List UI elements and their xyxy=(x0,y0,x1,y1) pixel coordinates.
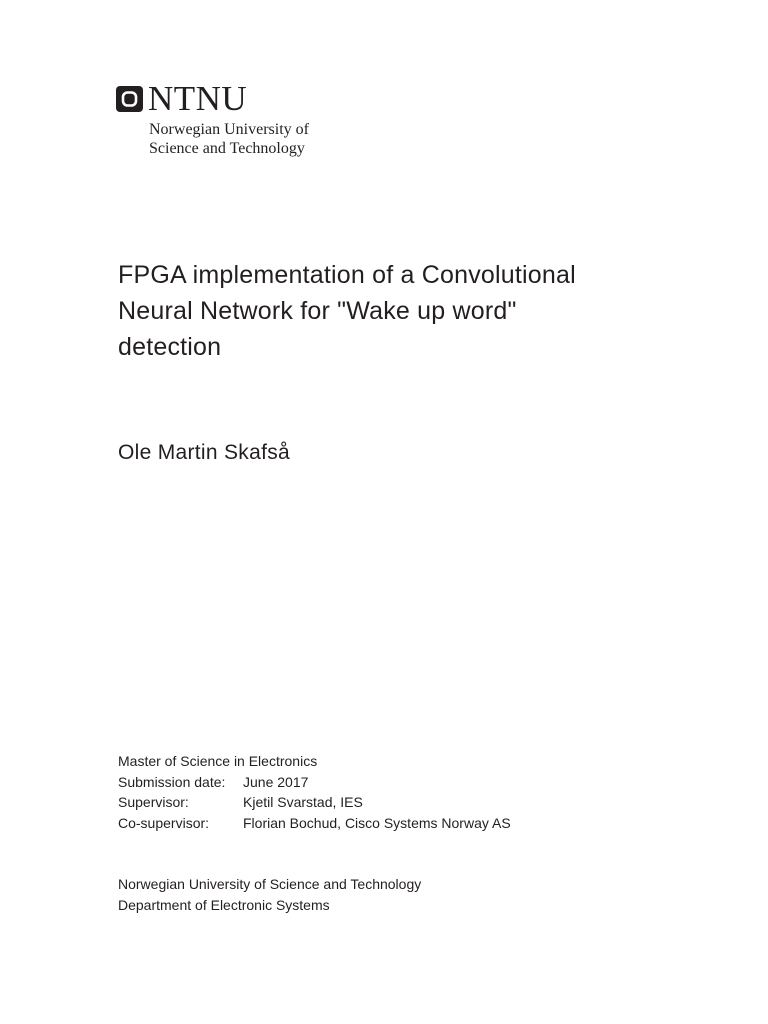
logo-subtitle-line-1: Norwegian University of xyxy=(149,121,309,138)
thesis-title xyxy=(118,257,678,365)
institution-block xyxy=(118,874,421,915)
supervisor-label: Supervisor: xyxy=(118,794,189,811)
ntnu-logo-mark-icon xyxy=(116,86,143,112)
logo-subtitle xyxy=(149,120,309,158)
department-name: Department of Electronic Systems xyxy=(118,896,330,913)
author-name: Ole Martin Skafså xyxy=(118,441,290,464)
thesis-metadata xyxy=(118,751,511,833)
co-supervisor-value: Florian Bochud, Cisco Systems Norway AS xyxy=(243,814,511,831)
ntnu-logo xyxy=(116,79,376,165)
thesis-title-line-1: FPGA implementation of a Convolutional xyxy=(118,261,576,289)
degree: Master of Science in Electronics xyxy=(118,753,318,769)
supervisor-value: Kjetil Svarstad, IES xyxy=(243,794,363,811)
submission-date-row xyxy=(118,772,511,793)
co-supervisor-label: Co-supervisor: xyxy=(118,814,210,831)
logo-subtitle-line-2: Science and Technology xyxy=(149,140,305,157)
supervisor-row xyxy=(118,792,511,813)
co-supervisor-row xyxy=(118,813,511,834)
thesis-title-line-3: detection xyxy=(118,333,222,361)
submission-date-label: Submission date: xyxy=(118,773,226,790)
submission-date-value: June 2017 xyxy=(243,773,309,790)
logo-name: NTNU xyxy=(148,79,248,118)
thesis-title-line-2: Neural Network for "Wake up word" xyxy=(118,297,517,325)
university-name: Norwegian University of Science and Technology xyxy=(118,876,422,892)
